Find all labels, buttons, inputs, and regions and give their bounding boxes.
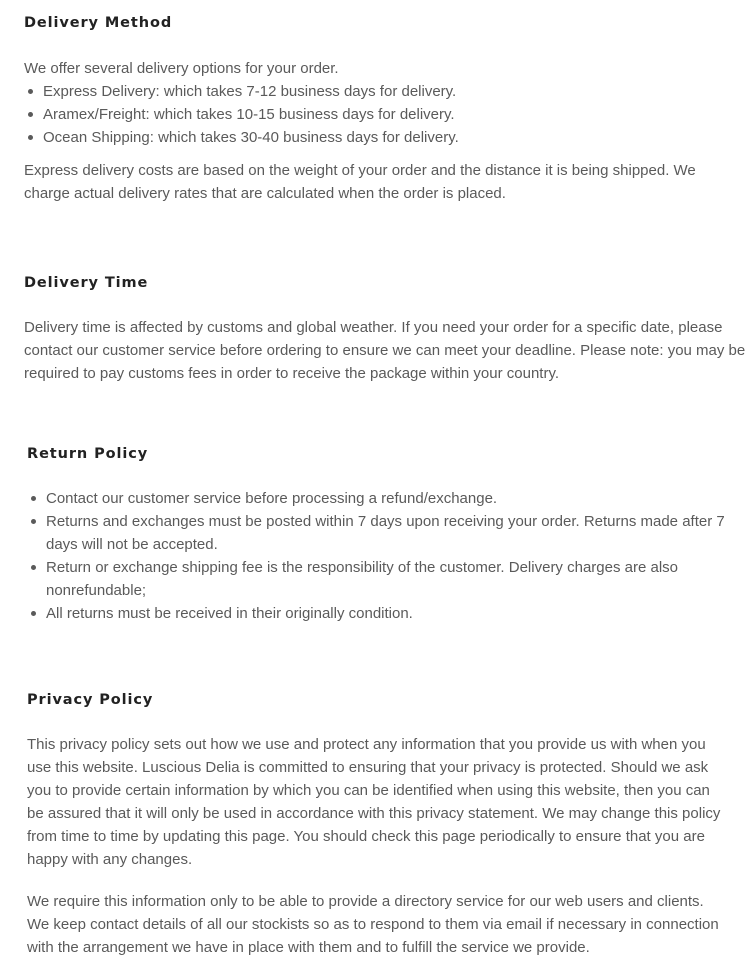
return-policy-item xyxy=(27,487,735,510)
return-policy-item xyxy=(27,556,735,602)
return-policy-text: All returns must be received in their originally condition. xyxy=(46,605,413,622)
return-policy-item xyxy=(27,602,735,625)
bullet-icon xyxy=(31,611,36,616)
delivery-option-item xyxy=(24,103,724,126)
delivery-option-text: Express Delivery: which takes 7-12 business days for delivery. xyxy=(43,83,457,100)
delivery-option-item xyxy=(24,80,724,103)
return-policy-text: Return or exchange shipping fee is the responsibility of the customer. Delivery charges are also nonrefundable; xyxy=(46,559,678,599)
delivery-time-body: Delivery time is affected by customs and global weather. If you need your order for a specific date, please contact our customer service before ordering to ensure we can meet your deadline. Please note: you may be required to pay customs fees in order to receive the package within your country. xyxy=(24,319,746,382)
return-policy-list xyxy=(27,487,735,625)
bullet-icon xyxy=(28,89,33,94)
delivery-time-heading: Delivery Time xyxy=(24,275,149,291)
bullet-icon xyxy=(31,565,36,570)
return-policy-heading: Return Policy xyxy=(27,446,149,462)
bullet-icon xyxy=(28,112,33,117)
bullet-icon xyxy=(31,519,36,524)
delivery-cost-note: Express delivery costs are based on the weight of your order and the distance it is being shipped. We charge actual delivery rates that are calculated when the order is placed. xyxy=(24,162,696,202)
return-policy-item xyxy=(27,510,735,556)
delivery-option-item xyxy=(24,126,724,149)
bullet-icon xyxy=(28,135,33,140)
delivery-options-list xyxy=(24,80,724,149)
privacy-policy-paragraph: We require this information only to be able to provide a directory service for our web users and clients. We keep contact details of all our stockists so as to respond to them via email if necessary in connection with the arrangement we have in place with them and to fulfill the service we provide. xyxy=(27,893,719,956)
delivery-method-heading: Delivery Method xyxy=(24,15,173,31)
privacy-policy-paragraph: This privacy policy sets out how we use and protect any information that you provide us with when you use this website. Luscious Delia is committed to ensuring that your privacy is protected. Should we ask you to provide certain information by which you can be identified when using this website, then you can be assured that it will only be used in accordance with this privacy statement. We may change this policy from time to time by updating this page. You should check this page periodically to ensure that you are happy with any changes. xyxy=(27,736,721,868)
delivery-option-text: Ocean Shipping: which takes 30-40 business days for delivery. xyxy=(43,129,459,146)
delivery-option-text: Aramex/Freight: which takes 10-15 business days for delivery. xyxy=(43,106,455,123)
privacy-policy-heading: Privacy Policy xyxy=(27,692,154,708)
return-policy-text: Returns and exchanges must be posted within 7 days upon receiving your order. Returns made after 7 days will not be accepted. xyxy=(46,513,725,553)
return-policy-text: Contact our customer service before processing a refund/exchange. xyxy=(46,490,498,507)
delivery-method-intro: We offer several delivery options for your order. xyxy=(24,60,339,77)
bullet-icon xyxy=(31,496,36,501)
